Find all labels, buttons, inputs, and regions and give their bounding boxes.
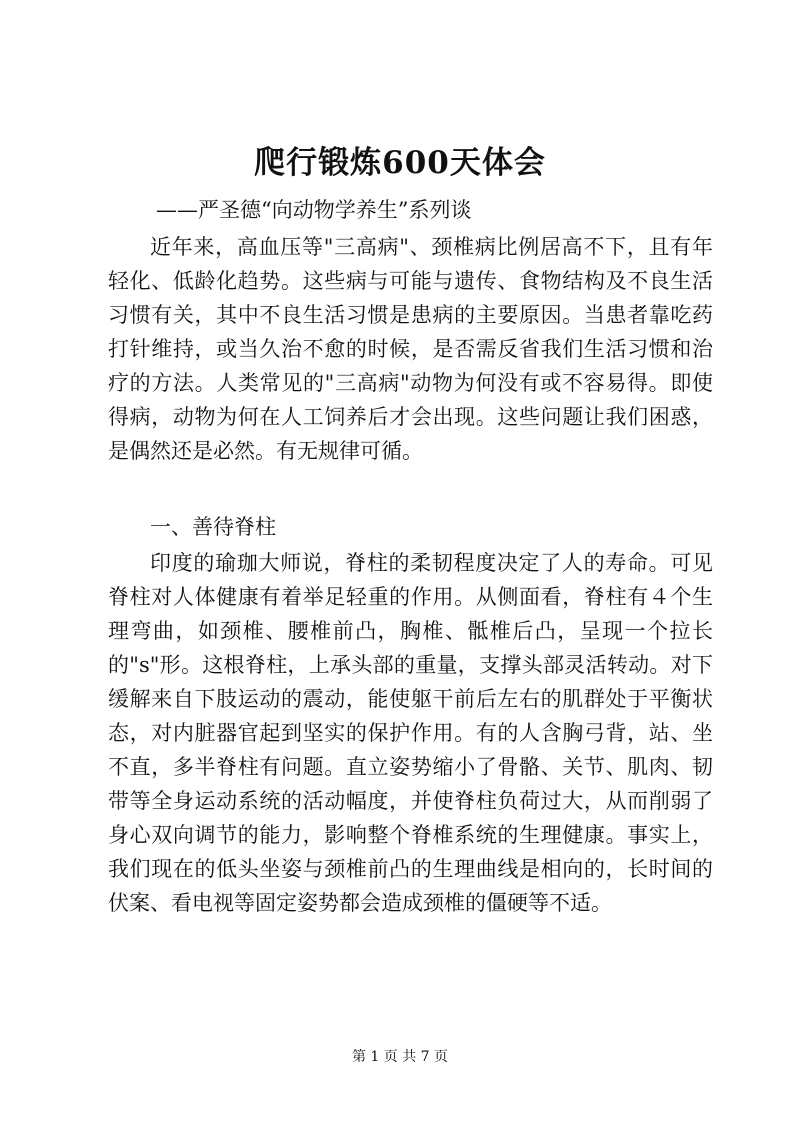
paragraph-text: 印度的瑜珈大师说，脊柱的柔韧程度决定了人的寿命。可见脊柱对人体健康有着举足轻重的作用。从侧面看，脊柱有４个生理弯曲，如颈椎、腰椎前凸，胸椎、骶椎后凸，呈现一个拉长的"s"形。这根脊柱，上承头部的重量，支撑头部灵活转动。对下缓解来自下肢运动的震动，能使躯干前后左右的肌群处于平衡状态，对内脏器官起到坚实的保护作用。有的人含胸弓背，站、坐不直，多半脊柱有问题。直立姿势缩小了骨骼、关节、肌肉、韧带等全身运动系统的活动幅度，并使脊柱负荷过大，从而削弱了身心双向调节的能力，影响整个脊椎系统的生理健康。事实上，我们现在的低头坐姿与颈椎前凸的生理曲线是相向的，长时间的伏案、看电视等固定姿势都会造成颈椎的僵硬等不适。: [108, 551, 713, 915]
document-title: 爬行锻炼600天体会: [254, 145, 546, 181]
paragraph-spine: [108, 546, 713, 920]
document-subtitle: ——严圣德“向动物学养生”系列谈: [156, 198, 472, 222]
paragraph-intro: [108, 230, 713, 468]
paragraph-text: 近年来，高血压等"三高病"、颈椎病比例居高不下，且有年轻化、低龄化趋势。这些病与可能与遗传、食物结构及不良生活习惯有关，其中不良生活习惯是患病的主要原因。当患者靠吃药打针维持，或当久治不愈的时候，是否需反省我们生活习惯和治疗的方法。人类常见的"三高病"动物为何没有或不容易得。即使得病，动物为何在人工饲养后才会出现。这些问题让我们困惑，是偶然还是必然。有无规律可循。: [108, 235, 713, 463]
page-number-footer: 第 1 页 共 7 页: [351, 1049, 449, 1065]
section-heading: 一、善待脊柱: [150, 515, 276, 539]
